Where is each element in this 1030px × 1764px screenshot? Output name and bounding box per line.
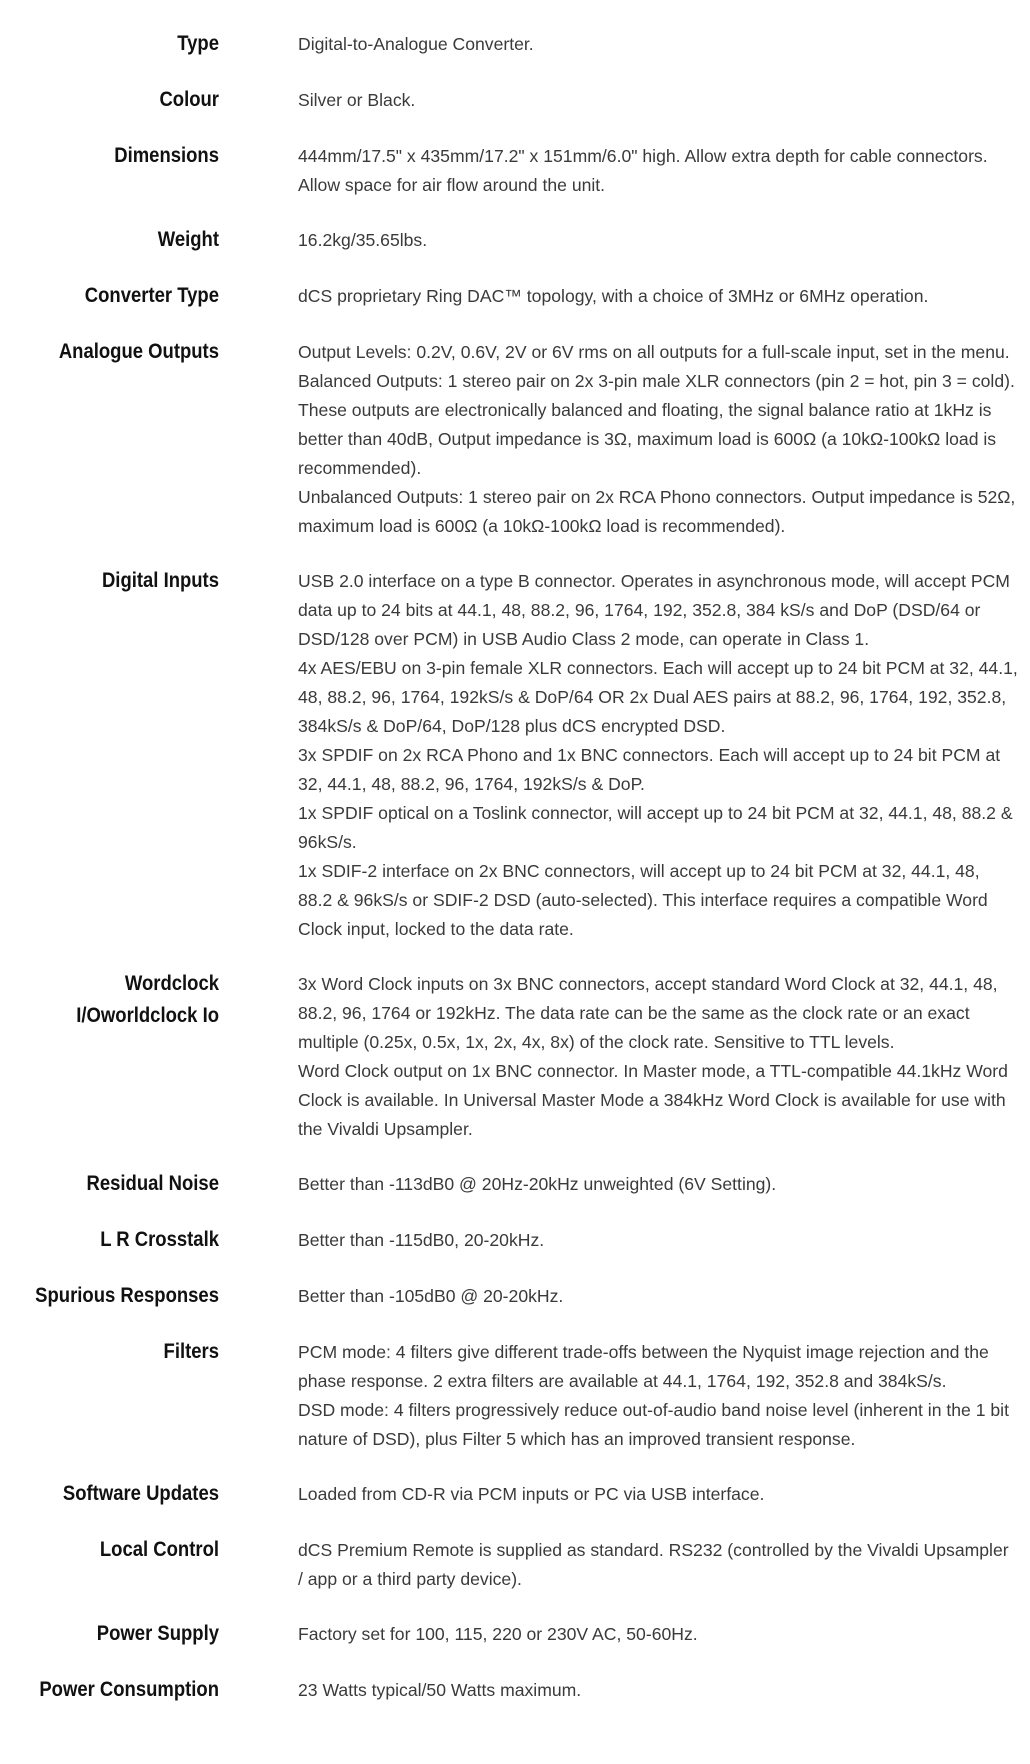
spec-value-line: dCS Premium Remote is supplied as standard. RS232 (controlled by the Vivaldi Upsampler / app or a third party device).: [298, 1540, 1009, 1589]
spec-value: [298, 28, 1018, 59]
spec-value-line: Unbalanced Outputs: 1 stereo pair on 2x RCA Phono connectors. Output impedance is 52Ω, maximum load is 600Ω (a 10kΩ-100kΩ load is recommended).: [298, 487, 1016, 536]
spec-row-power-supply: [0, 1618, 1030, 1650]
spec-value-line: DSD mode: 4 filters progressively reduce out-of-audio band noise level (inherent in the 1 bit nature of DSD), plus Filter 5 which has an improved transient response.: [298, 1400, 1009, 1449]
spec-label: Type: [177, 32, 219, 55]
spec-label: L R Crosstalk: [100, 1228, 219, 1251]
spec-value-line: 1x SPDIF optical on a Toslink connector, will accept up to 24 bit PCM at 32, 44.1, 48, 88.2 & 96kS/s.: [298, 803, 1013, 852]
spec-row-power-consumption: [0, 1674, 1030, 1706]
spec-row-weight: [0, 224, 1030, 256]
spec-value-line: Factory set for 100, 115, 220 or 230V AC, 50-60Hz.: [298, 1624, 698, 1644]
spec-value: [298, 336, 1018, 541]
spec-row-wordclock: [0, 968, 1030, 1144]
spec-label: Power Supply: [96, 1622, 219, 1645]
spec-value: [298, 1534, 1018, 1594]
spec-value-line: PCM mode: 4 filters give different trade-offs between the Nyquist image rejection and the phase response. 2 extra filters are available at 44.1, 1764, 192, 352.8 and 384kS/s.: [298, 1342, 989, 1391]
spec-value-line: Better than -113dB0 @ 20Hz-20kHz unweighted (6V Setting).: [298, 1174, 777, 1194]
spec-value-line: 444mm/17.5" x 435mm/17.2" x 151mm/6.0" high. Allow extra depth for cable connectors. Allow space for air flow around the unit.: [298, 146, 988, 195]
spec-value-line: Loaded from CD-R via PCM inputs or PC via USB interface.: [298, 1484, 765, 1504]
spec-value: [298, 1336, 1018, 1454]
spec-label: Weight: [157, 228, 219, 251]
spec-value: [298, 224, 1018, 255]
spec-row-digital-inputs: [0, 565, 1030, 944]
spec-label: Local Control: [99, 1538, 219, 1561]
spec-label: Power Consumption: [39, 1678, 219, 1701]
spec-label: Converter Type: [84, 284, 219, 307]
spec-value-line: USB 2.0 interface on a type B connector. Operates in asynchronous mode, will accept PCM data up to 24 bits at 44.1, 48, 88.2, 96, 1764, 192, 352.8, 384 kS/s and DoP (DSD/64 or DSD/128 over PCM) in USB Audio Class 2 mode, can operate in Class 1.: [298, 571, 1010, 649]
spec-row-local-control: [0, 1534, 1030, 1594]
spec-label: Residual Noise: [86, 1172, 219, 1195]
spec-row-dimensions: [0, 140, 1030, 200]
spec-value-line: Better than -115dB0, 20-20kHz.: [298, 1230, 545, 1250]
spec-row-spurious-responses: [0, 1280, 1030, 1312]
spec-value: [298, 280, 1018, 311]
spec-label: Dimensions: [114, 144, 219, 167]
spec-value: [298, 968, 1018, 1144]
spec-value: [298, 1168, 1018, 1199]
spec-value-line: 23 Watts typical/50 Watts maximum.: [298, 1680, 582, 1700]
specifications-table: [0, 28, 1030, 1730]
spec-value: [298, 84, 1018, 115]
spec-label: Colour: [159, 88, 219, 111]
spec-label: Software Updates: [62, 1482, 219, 1505]
spec-label: Wordclock I/Oworldclock Io: [76, 972, 219, 1027]
spec-value-line: Better than -105dB0 @ 20-20kHz.: [298, 1286, 564, 1306]
spec-row-analogue-outputs: [0, 336, 1030, 541]
spec-value-line: Output Levels: 0.2V, 0.6V, 2V or 6V rms on all outputs for a full-scale input, set in the menu.: [298, 342, 1010, 362]
spec-row-converter-type: [0, 280, 1030, 312]
spec-value-line: Digital-to-Analogue Converter.: [298, 34, 534, 54]
spec-row-filters: [0, 1336, 1030, 1454]
spec-label: Analogue Outputs: [58, 340, 220, 363]
spec-row-type: [0, 28, 1030, 60]
spec-value: [298, 1618, 1018, 1649]
spec-value: [298, 1674, 1018, 1705]
spec-value-line: Word Clock output on 1x BNC connector. In Master mode, a TTL-compatible 44.1kHz Word Clock is available. In Universal Master Mode a 384kHz Word Clock is available for use with the Vivaldi Upsampler.: [298, 1061, 1008, 1139]
spec-value-line: 1x SDIF-2 interface on 2x BNC connectors, will accept up to 24 bit PCM at 32, 44.1, 48, 88.2 & 96kS/s or SDIF-2 DSD (auto-selected). This interface requires a compatible Word Clock input, locked to the data rate.: [298, 861, 988, 939]
spec-row-lr-crosstalk: [0, 1224, 1030, 1256]
spec-label: Filters: [163, 1340, 219, 1363]
spec-value-line: Balanced Outputs: 1 stereo pair on 2x 3-pin male XLR connectors (pin 2 = hot, pin 3 = cold). These outputs are electronically balanced and floating, the signal balance ratio at 1kHz is better than 40dB, Output impedance is 3Ω, maximum load is 600Ω (a 10kΩ-100kΩ load is recommended).: [298, 371, 1015, 478]
spec-value-line: 3x SPDIF on 2x RCA Phono and 1x BNC connectors. Each will accept up to 24 bit PCM at 32, 44.1, 48, 88.2, 96, 1764, 192kS/s & DoP.: [298, 745, 1001, 794]
spec-row-colour: [0, 84, 1030, 116]
spec-row-residual-noise: [0, 1168, 1030, 1200]
spec-value: [298, 565, 1018, 944]
spec-value: [298, 1280, 1018, 1311]
spec-value-line: 3x Word Clock inputs on 3x BNC connectors, accept standard Word Clock at 32, 44.1, 48, 88.2, 96, 1764 or 192kHz. The data rate can be the same as the clock rate or an exact multiple (0.25x, 0.5x, 1x, 2x, 4x, 8x) of the clock rate. Sensitive to TTL levels.: [298, 974, 998, 1052]
spec-value-line: 16.2kg/35.65lbs.: [298, 230, 428, 250]
spec-label: Spurious Responses: [35, 1284, 220, 1307]
spec-value: [298, 140, 1018, 200]
spec-value: [298, 1224, 1018, 1255]
spec-row-software-updates: [0, 1478, 1030, 1510]
spec-value-line: dCS proprietary Ring DAC™ topology, with a choice of 3MHz or 6MHz operation.: [298, 286, 929, 306]
spec-label: Digital Inputs: [101, 569, 219, 592]
spec-value-line: Silver or Black.: [298, 90, 416, 110]
spec-value-line: 4x AES/EBU on 3-pin female XLR connectors. Each will accept up to 24 bit PCM at 32, 44.1, 48, 88.2, 96, 1764, 192kS/s & DoP/64 OR 2x Dual AES pairs at 88.2, 96, 1764, 192, 352.8, 384kS/s & DoP/64, DoP/128 plus dCS encrypted DSD.: [298, 658, 1018, 736]
spec-value: [298, 1478, 1018, 1509]
